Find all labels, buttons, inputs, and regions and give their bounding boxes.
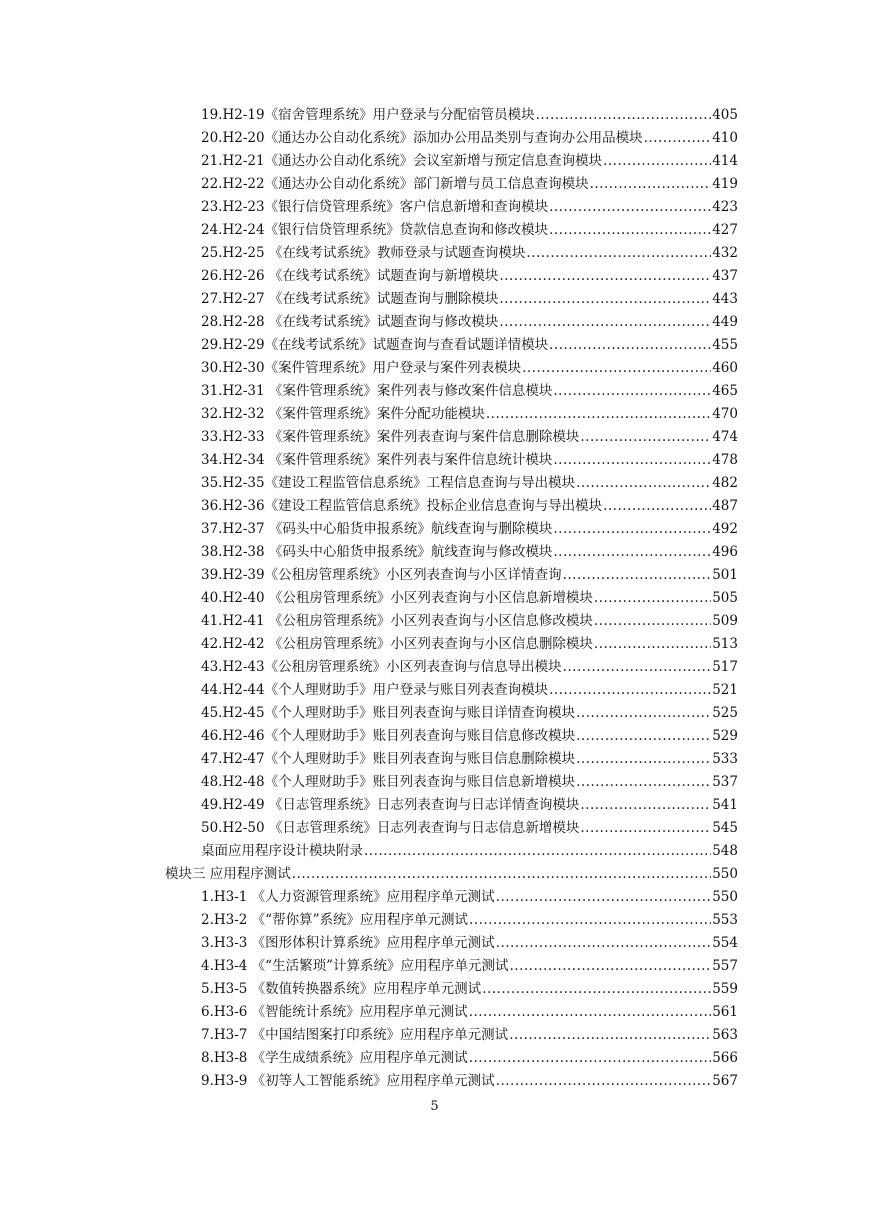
toc-dot-leader (590, 173, 712, 196)
toc-entry-title: 28.H2-28 《在线考试系统》试题查询与修改模块 (201, 314, 499, 330)
toc-dot-leader (469, 909, 711, 932)
toc-entry-page-number: 553 (712, 912, 738, 928)
toc-entry[interactable] (201, 725, 738, 748)
toc-entry[interactable] (201, 265, 738, 288)
toc-dot-leader (549, 679, 711, 702)
toc-entry[interactable] (201, 127, 738, 150)
toc-dot-leader (292, 863, 711, 886)
toc-entry-title: 36.H2-36《建设工程监管信息系统》投标企业信息查询与导出模块 (201, 498, 603, 514)
toc-dot-leader (594, 587, 711, 610)
toc-entry-title: 44.H2-44《个人理财助手》用户登录与账目列表查询模块 (201, 682, 549, 698)
toc-entry-page-number: 487 (712, 498, 738, 514)
toc-dot-leader (580, 817, 711, 840)
toc-entry-page-number: 521 (712, 682, 738, 698)
toc-entry[interactable] (201, 426, 738, 449)
toc-entry-page-number: 566 (712, 1050, 738, 1066)
toc-entry-page-number: 449 (712, 314, 738, 330)
toc-entry-title: 45.H2-45《个人理财助手》账目列表查询与账目详情查询模块 (201, 705, 576, 721)
toc-dot-leader (563, 656, 712, 679)
toc-entry[interactable] (201, 242, 738, 265)
toc-entry[interactable] (201, 1001, 738, 1024)
toc-entry[interactable] (201, 679, 738, 702)
toc-entry[interactable] (201, 587, 738, 610)
toc-dot-leader (563, 564, 712, 587)
toc-entry-title: 23.H2-23《银行信贷管理系统》客户信息新增和查询模块 (201, 199, 549, 215)
toc-entry[interactable] (201, 334, 738, 357)
toc-entry-page-number: 509 (712, 613, 738, 629)
toc-entry[interactable] (201, 610, 738, 633)
toc-entry[interactable] (201, 380, 738, 403)
toc-entry-page-number: 561 (712, 1004, 738, 1020)
toc-section-entry[interactable] (165, 863, 738, 886)
toc-dot-leader (510, 955, 712, 978)
toc-entry-page-number: 537 (712, 774, 738, 790)
toc-entry-title: 27.H2-27 《在线考试系统》试题查询与删除模块 (201, 291, 499, 307)
toc-entry[interactable] (201, 196, 738, 219)
toc-dot-leader (499, 311, 711, 334)
toc-entry-title: 43.H2-43《公租房管理系统》小区列表查询与信息导出模块 (201, 659, 562, 675)
table-of-contents (0, 104, 869, 1093)
toc-entry-page-number: 550 (712, 889, 738, 905)
toc-entry-page-number: 437 (712, 268, 738, 284)
toc-entry[interactable] (201, 173, 738, 196)
toc-entry[interactable] (201, 518, 738, 541)
toc-entry-title: 42.H2-42 《公租房管理系统》小区列表查询与小区信息删除模块 (201, 636, 593, 652)
toc-dot-leader (496, 886, 712, 909)
toc-entry-title: 21.H2-21《通达办公自动化系统》会议室新增与预定信息查询模块 (201, 153, 603, 169)
toc-entry[interactable] (201, 219, 738, 242)
toc-entry-title: 7.H3-7 《中国结图案打印系统》应用程序单元测试 (201, 1027, 509, 1043)
toc-dot-leader (549, 334, 711, 357)
toc-entry[interactable] (201, 656, 738, 679)
toc-entry[interactable] (201, 495, 738, 518)
toc-entry[interactable] (201, 150, 738, 173)
toc-dot-leader (576, 748, 711, 771)
toc-entry-title: 1.H3-1 《人力资源管理系统》应用程序单元测试 (201, 889, 495, 905)
toc-entry[interactable] (201, 932, 738, 955)
toc-entry[interactable] (201, 1070, 738, 1093)
toc-dot-leader (549, 219, 711, 242)
toc-entry-page-number: 465 (712, 383, 738, 399)
toc-entry-title: 35.H2-35《建设工程监管信息系统》工程信息查询与导出模块 (201, 475, 576, 491)
toc-entry[interactable] (201, 472, 738, 495)
toc-entry-page-number: 550 (712, 866, 738, 882)
toc-entry[interactable] (201, 311, 738, 334)
toc-dot-leader (580, 426, 711, 449)
toc-dot-leader (549, 196, 711, 219)
toc-dot-leader (576, 472, 711, 495)
toc-entry-page-number: 482 (712, 475, 738, 491)
toc-entry-page-number: 455 (712, 337, 738, 353)
toc-entry-page-number: 460 (712, 360, 738, 376)
toc-dot-leader (496, 1070, 712, 1093)
toc-entry-title: 49.H2-49 《日志管理系统》日志列表查询与日志详情查询模块 (201, 797, 580, 813)
toc-entry-title: 4.H3-4 《“生活繁琐”计算系统》应用程序单元测试 (201, 958, 509, 974)
toc-dot-leader (644, 127, 712, 150)
toc-entry-page-number: 533 (712, 751, 738, 767)
toc-entry[interactable] (201, 702, 738, 725)
toc-entry-title: 6.H3-6 《智能统计系统》应用程序单元测试 (201, 1004, 468, 1020)
toc-entry[interactable] (201, 1024, 738, 1047)
page-number: 5 (430, 1099, 439, 1114)
toc-dot-leader (499, 288, 711, 311)
toc-dot-leader (522, 357, 711, 380)
toc-dot-leader (469, 1047, 712, 1070)
toc-dot-leader (482, 978, 711, 1001)
toc-entry-page-number: 496 (712, 544, 738, 560)
toc-entry-title: 2.H3-2 《“帮你算”系统》应用程序单元测试 (201, 912, 468, 928)
toc-dot-leader (580, 794, 711, 817)
toc-entry-page-number: 414 (712, 153, 738, 169)
toc-entry-page-number: 405 (712, 107, 738, 123)
toc-entry-page-number: 427 (712, 222, 738, 238)
toc-entry-title: 48.H2-48《个人理财助手》账目列表查询与账目信息新增模块 (201, 774, 576, 790)
toc-entry[interactable] (201, 794, 738, 817)
toc-entry-title: 32.H2-32 《案件管理系统》案件分配功能模块 (201, 406, 485, 422)
toc-entry[interactable] (201, 633, 738, 656)
toc-entry-title: 3.H3-3 《图形体积计算系统》应用程序单元测试 (201, 935, 495, 951)
toc-dot-leader (486, 403, 711, 426)
toc-entry-page-number: 529 (712, 728, 738, 744)
toc-entry-title: 30.H2-30《案件管理系统》用户登录与案件列表模块 (201, 360, 522, 376)
toc-entry[interactable] (201, 541, 738, 564)
toc-entry[interactable] (201, 771, 738, 794)
toc-entry-title: 34.H2-34 《案件管理系统》案件列表与案件信息统计模块 (201, 452, 553, 468)
toc-dot-leader (576, 702, 711, 725)
toc-entry[interactable] (201, 748, 738, 771)
toc-entry[interactable] (201, 978, 738, 1001)
toc-entry-page-number: 432 (712, 245, 738, 261)
toc-entry-page-number: 474 (712, 429, 738, 445)
toc-dot-leader (603, 495, 711, 518)
toc-dot-leader (553, 541, 711, 564)
toc-entry[interactable] (201, 817, 738, 840)
toc-dot-leader (553, 518, 711, 541)
toc-dot-leader (469, 1001, 712, 1024)
toc-dot-leader (594, 610, 711, 633)
toc-entry-title: 24.H2-24《银行信贷管理系统》贷款信息查询和修改模块 (201, 222, 549, 238)
toc-entry-page-number: 557 (712, 958, 738, 974)
toc-entry-page-number: 501 (712, 567, 738, 583)
toc-dot-leader (364, 840, 711, 863)
toc-dot-leader (553, 449, 711, 472)
toc-dot-leader (496, 932, 712, 955)
toc-dot-leader (594, 633, 711, 656)
toc-entry[interactable] (201, 403, 738, 426)
toc-entry-page-number: 423 (712, 199, 738, 215)
toc-entry-page-number: 541 (712, 797, 738, 813)
toc-entry-page-number: 554 (712, 935, 738, 951)
toc-entry[interactable] (201, 909, 738, 932)
toc-entry-title: 5.H3-5 《数值转换器系统》应用程序单元测试 (201, 981, 482, 997)
toc-entry[interactable] (201, 449, 738, 472)
toc-entry-title: 8.H3-8 《学生成绩系统》应用程序单元测试 (201, 1050, 468, 1066)
toc-entry-page-number: 492 (712, 521, 738, 537)
toc-entry[interactable] (201, 564, 738, 587)
toc-entry-title: 31.H2-31 《案件管理系统》案件列表与修改案件信息模块 (201, 383, 553, 399)
toc-entry-title: 桌面应用程序设计模块附录 (201, 843, 363, 859)
toc-entry-page-number: 548 (712, 843, 738, 859)
toc-dot-leader (553, 380, 711, 403)
toc-entry-title: 模块三 应用程序测试 (165, 866, 291, 882)
toc-entry-title: 25.H2-25 《在线考试系统》教师登录与试题查询模块 (201, 245, 526, 261)
toc-entry-title: 41.H2-41 《公租房管理系统》小区列表查询与小区信息修改模块 (201, 613, 593, 629)
toc-entry-title: 46.H2-46《个人理财助手》账目列表查询与账目信息修改模块 (201, 728, 576, 744)
toc-entry-title: 22.H2-22《通达办公自动化系统》部门新增与员工信息查询模块 (201, 176, 589, 192)
toc-entry-title: 29.H2-29《在线考试系统》试题查询与查看试题详情模块 (201, 337, 549, 353)
toc-entry[interactable] (201, 288, 738, 311)
toc-entry-page-number: 513 (712, 636, 738, 652)
toc-entry-title: 50.H2-50 《日志管理系统》日志列表查询与日志信息新增模块 (201, 820, 580, 836)
toc-entry-page-number: 545 (712, 820, 738, 836)
toc-entry-page-number: 410 (712, 130, 738, 146)
toc-dot-leader (576, 725, 711, 748)
toc-dot-leader (499, 265, 711, 288)
toc-entry-page-number: 525 (712, 705, 738, 721)
toc-dot-leader (603, 150, 711, 173)
toc-entry-title: 47.H2-47《个人理财助手》账目列表查询与账目信息删除模块 (201, 751, 576, 767)
toc-entry-page-number: 443 (712, 291, 738, 307)
toc-entry-title: 26.H2-26 《在线考试系统》试题查询与新增模块 (201, 268, 499, 284)
toc-entry-title: 39.H2-39《公租房管理系统》小区列表查询与小区详情查询 (201, 567, 562, 583)
toc-entry-page-number: 563 (712, 1027, 738, 1043)
toc-dot-leader (509, 1024, 711, 1047)
toc-entry[interactable] (201, 104, 738, 127)
toc-entry[interactable] (201, 840, 738, 863)
toc-entry-title: 38.H2-38 《码头中心船货申报系统》航线查询与修改模块 (201, 544, 553, 560)
toc-entry-title: 9.H3-9 《初等人工智能系统》应用程序单元测试 (201, 1073, 495, 1089)
toc-dot-leader (576, 771, 711, 794)
toc-entry-page-number: 470 (712, 406, 738, 422)
toc-entry-title: 37.H2-37 《码头中心船货申报系统》航线查询与删除模块 (201, 521, 553, 537)
toc-entry-page-number: 505 (712, 590, 738, 606)
toc-entry-page-number: 478 (712, 452, 738, 468)
toc-entry-title: 20.H2-20《通达办公自动化系统》添加办公用品类别与查询办公用品模块 (201, 130, 643, 146)
toc-entry-title: 40.H2-40 《公租房管理系统》小区列表查询与小区信息新增模块 (201, 590, 593, 606)
toc-dot-leader (526, 242, 711, 265)
toc-entry[interactable] (201, 357, 738, 380)
toc-dot-leader (536, 104, 712, 127)
toc-entry[interactable] (201, 886, 738, 909)
toc-entry[interactable] (201, 1047, 738, 1070)
toc-entry[interactable] (201, 955, 738, 978)
toc-entry-title: 33.H2-33 《案件管理系统》案件列表查询与案件信息删除模块 (201, 429, 580, 445)
toc-entry-page-number: 517 (712, 659, 738, 675)
toc-entry-page-number: 567 (712, 1073, 738, 1089)
toc-entry-title: 19.H2-19《宿舍管理系统》用户登录与分配宿管员模块 (201, 107, 535, 123)
toc-entry-page-number: 559 (712, 981, 738, 997)
toc-entry-page-number: 419 (712, 176, 738, 192)
